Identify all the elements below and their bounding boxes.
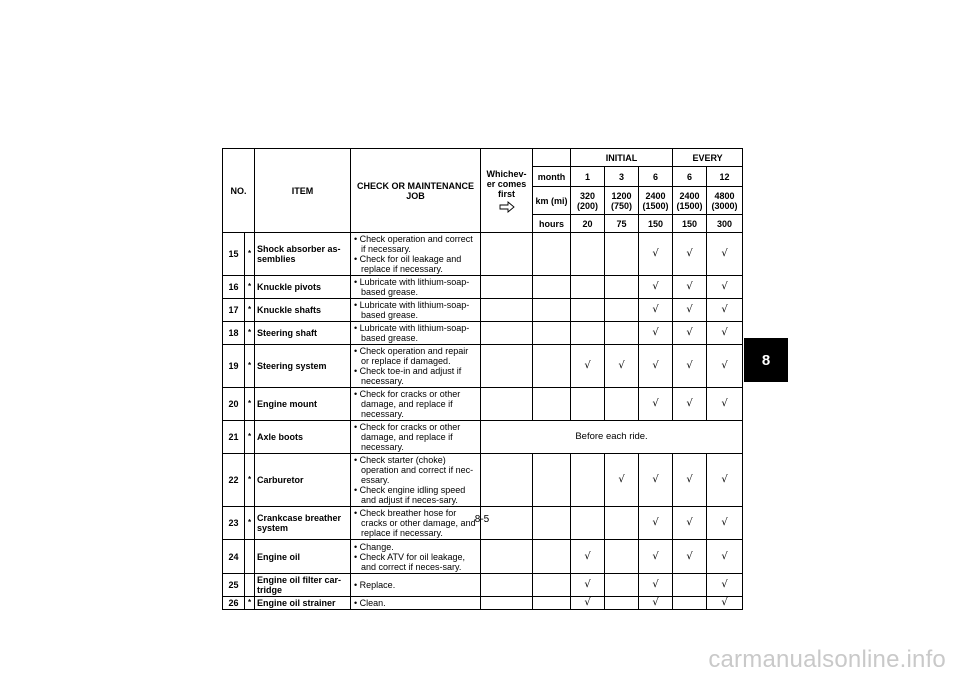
check-mark: [571, 233, 605, 276]
row-item: Engine oil strainer: [255, 597, 351, 610]
row-item: Engine mount: [255, 388, 351, 421]
job-bullet: • Check for cracks or other damage, and replace if necessary.: [353, 422, 478, 452]
row-check-blank: [533, 345, 571, 388]
table-row: [223, 421, 743, 454]
header-blank: [533, 149, 571, 167]
check-mark: √: [707, 322, 743, 345]
row-number: 23: [223, 507, 245, 540]
job-bullet: • Change.: [353, 542, 478, 552]
check-mark: √: [707, 299, 743, 322]
check-mark: [571, 454, 605, 507]
row-number: 17: [223, 299, 245, 322]
row-asterisk: *: [245, 421, 255, 454]
header-month-cell: 6: [673, 167, 707, 187]
row-check-blank: [533, 597, 571, 610]
row-check-blank: [481, 388, 533, 421]
table-row: [223, 540, 743, 574]
check-mark: √: [707, 454, 743, 507]
table-row: [223, 345, 743, 388]
header-month-label: month: [533, 167, 571, 187]
header-hours-cell: 150: [673, 215, 707, 233]
check-mark: [605, 276, 639, 299]
row-item: Knuckle shafts: [255, 299, 351, 322]
check-mark: [571, 299, 605, 322]
table-row: [223, 454, 743, 507]
row-check-blank: [533, 540, 571, 574]
row-check-blank: [481, 540, 533, 574]
row-job: [351, 421, 481, 454]
row-check-blank: [533, 276, 571, 299]
check-mark: √: [707, 388, 743, 421]
check-mark: [605, 574, 639, 597]
check-mark: √: [571, 345, 605, 388]
row-span-note: Before each ride.: [481, 421, 743, 454]
row-job: [351, 345, 481, 388]
row-number: 22: [223, 454, 245, 507]
header-hours-cell: 300: [707, 215, 743, 233]
check-mark: √: [639, 299, 673, 322]
check-mark: √: [707, 507, 743, 540]
header-whichever: [481, 149, 533, 233]
row-check-blank: [481, 276, 533, 299]
header-hours-label: hours: [533, 215, 571, 233]
check-mark: √: [707, 540, 743, 574]
job-bullet: • Check starter (choke) operation and correct if nec-essary.: [353, 455, 478, 485]
check-mark: √: [673, 345, 707, 388]
job-bullet: • Lubricate with lithium-soap-based grease.: [353, 300, 478, 320]
job-bullet: • Check for cracks or other damage, and replace if necessary.: [353, 389, 478, 419]
row-item: Steering shaft: [255, 322, 351, 345]
row-item: Knuckle pivots: [255, 276, 351, 299]
check-mark: √: [673, 454, 707, 507]
check-mark: √: [673, 233, 707, 276]
check-mark: √: [605, 345, 639, 388]
row-check-blank: [533, 574, 571, 597]
check-mark: √: [673, 322, 707, 345]
row-asterisk: *: [245, 597, 255, 610]
check-mark: √: [605, 454, 639, 507]
check-mark: √: [639, 322, 673, 345]
header-km-cell: 1200 (750): [605, 187, 639, 215]
arrow-right-icon: [499, 201, 515, 213]
row-check-blank: [533, 388, 571, 421]
table-body: [223, 233, 743, 610]
header-month-cell: 6: [639, 167, 673, 187]
row-number: 20: [223, 388, 245, 421]
row-check-blank: [481, 345, 533, 388]
check-mark: [571, 388, 605, 421]
row-check-blank: [481, 574, 533, 597]
table-row: [223, 388, 743, 421]
header-initial: INITIAL: [571, 149, 673, 167]
table-row: [223, 574, 743, 597]
job-bullet: • Check operation and repair or replace if damaged.: [353, 346, 478, 366]
job-bullet: • Replace.: [353, 580, 478, 590]
row-item: Crankcase breather system: [255, 507, 351, 540]
row-check-blank: [481, 454, 533, 507]
job-bullet: • Check for oil leakage and replace if necessary.: [353, 254, 478, 274]
table-row: [223, 276, 743, 299]
row-job: [351, 574, 481, 597]
row-number: 24: [223, 540, 245, 574]
header-item: ITEM: [255, 149, 351, 233]
row-item: Shock absorber as-semblies: [255, 233, 351, 276]
job-bullet: • Check engine idling speed and adjust if neces-sary.: [353, 485, 478, 505]
row-check-blank: [533, 299, 571, 322]
check-mark: [605, 507, 639, 540]
header-hours-cell: 20: [571, 215, 605, 233]
check-mark: √: [707, 276, 743, 299]
row-check-blank: [481, 597, 533, 610]
header-km-label: km (mi): [533, 187, 571, 215]
header-hours-cell: 150: [639, 215, 673, 233]
row-number: 25: [223, 574, 245, 597]
check-mark: [605, 388, 639, 421]
row-job: [351, 597, 481, 610]
watermark: carmanualsonline.info: [708, 646, 946, 673]
header-month-cell: 12: [707, 167, 743, 187]
row-asterisk: *: [245, 345, 255, 388]
check-mark: √: [673, 540, 707, 574]
check-mark: [571, 322, 605, 345]
table-row: [223, 233, 743, 276]
header-km-cell: 4800 (3000): [707, 187, 743, 215]
job-bullet: • Lubricate with lithium-soap-based grease.: [353, 323, 478, 343]
row-job: [351, 233, 481, 276]
header-every: EVERY: [673, 149, 743, 167]
check-mark: [571, 276, 605, 299]
chapter-tab: 8: [744, 338, 788, 382]
table-row: [223, 322, 743, 345]
check-mark: √: [707, 597, 743, 610]
job-bullet: • Check ATV for oil leakage, and correct if neces-sary.: [353, 552, 478, 572]
check-mark: [605, 299, 639, 322]
row-asterisk: [245, 540, 255, 574]
check-mark: √: [571, 574, 605, 597]
row-job: [351, 299, 481, 322]
maintenance-table-wrapper: [222, 148, 742, 610]
job-bullet: • Clean.: [353, 598, 478, 608]
row-check-blank: [481, 233, 533, 276]
check-mark: [605, 233, 639, 276]
check-mark: √: [673, 299, 707, 322]
row-asterisk: *: [245, 322, 255, 345]
check-mark: √: [707, 574, 743, 597]
row-item: Carburetor: [255, 454, 351, 507]
check-mark: √: [639, 540, 673, 574]
row-item: Engine oil filter car-tridge: [255, 574, 351, 597]
check-mark: [673, 597, 707, 610]
row-check-blank: [481, 322, 533, 345]
maintenance-table: [222, 148, 743, 610]
row-item: Steering system: [255, 345, 351, 388]
table-row: [223, 299, 743, 322]
check-mark: √: [707, 233, 743, 276]
check-mark: √: [639, 345, 673, 388]
row-job: [351, 454, 481, 507]
check-mark: √: [639, 233, 673, 276]
row-job: [351, 540, 481, 574]
check-mark: √: [639, 388, 673, 421]
check-mark: √: [673, 388, 707, 421]
header-km-cell: 320 (200): [571, 187, 605, 215]
job-bullet: • Lubricate with lithium-soap-based grease.: [353, 277, 478, 297]
row-number: 21: [223, 421, 245, 454]
header-no: NO.: [223, 149, 255, 233]
row-job: [351, 388, 481, 421]
check-mark: [571, 507, 605, 540]
row-number: 18: [223, 322, 245, 345]
row-asterisk: *: [245, 507, 255, 540]
row-check-blank: [533, 233, 571, 276]
row-asterisk: *: [245, 388, 255, 421]
header-hours-cell: 75: [605, 215, 639, 233]
row-number: 15: [223, 233, 245, 276]
page-number: 8-5: [474, 514, 490, 525]
check-mark: [605, 540, 639, 574]
header-km-cell: 2400 (1500): [639, 187, 673, 215]
row-number: 16: [223, 276, 245, 299]
check-mark: √: [571, 597, 605, 610]
header-job: CHECK OR MAINTENANCE JOB: [351, 149, 481, 233]
check-mark: √: [639, 454, 673, 507]
check-mark: [605, 322, 639, 345]
row-check-blank: [533, 454, 571, 507]
check-mark: √: [673, 507, 707, 540]
whichever-label: Whichev-er comes first: [486, 168, 527, 199]
row-item: Engine oil: [255, 540, 351, 574]
row-check-blank: [533, 322, 571, 345]
header-month-cell: 3: [605, 167, 639, 187]
header-km-cell: 2400 (1500): [673, 187, 707, 215]
row-item: Axle boots: [255, 421, 351, 454]
row-job: [351, 322, 481, 345]
job-bullet: • Check toe-in and adjust if necessary.: [353, 366, 478, 386]
row-asterisk: *: [245, 454, 255, 507]
row-asterisk: *: [245, 233, 255, 276]
check-mark: √: [707, 345, 743, 388]
check-mark: √: [639, 574, 673, 597]
row-asterisk: *: [245, 276, 255, 299]
check-mark: √: [639, 597, 673, 610]
job-bullet: • Check breather hose for cracks or other damage, and replace if necessary.: [353, 508, 478, 538]
check-mark: √: [639, 507, 673, 540]
row-number: 26: [223, 597, 245, 610]
row-job: [351, 276, 481, 299]
check-mark: √: [571, 540, 605, 574]
table-header: [223, 149, 743, 233]
job-bullet: • Check operation and correct if necessary.: [353, 234, 478, 254]
row-asterisk: [245, 574, 255, 597]
check-mark: [605, 597, 639, 610]
row-check-blank: [533, 507, 571, 540]
row-number: 19: [223, 345, 245, 388]
row-asterisk: *: [245, 299, 255, 322]
table-row: [223, 597, 743, 610]
check-mark: √: [639, 276, 673, 299]
check-mark: [673, 574, 707, 597]
header-month-cell: 1: [571, 167, 605, 187]
check-mark: √: [673, 276, 707, 299]
row-check-blank: [481, 299, 533, 322]
